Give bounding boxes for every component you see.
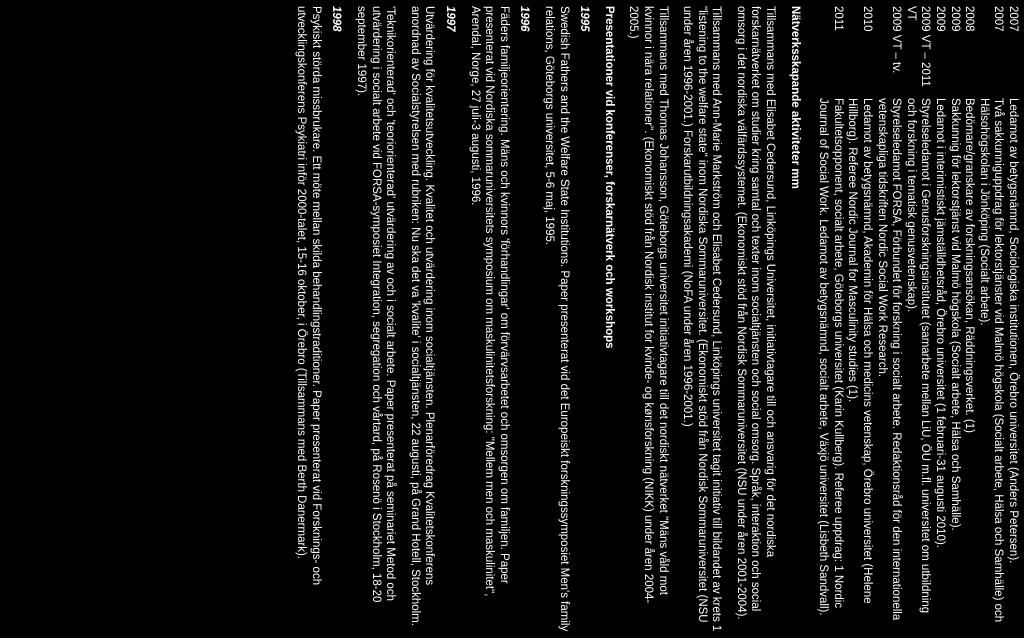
activity-date: 2009 VT – tv. — [890, 6, 903, 74]
presentation-entry: Psykiskt störda missbrukare. Ett möte mellan skilda behandlingstraditioner. Paper presenterat vid Forsknings- och utvecklingskonferens Psykiatri inför 2000-talet, 15-16 oktober, i Örebro (Tillsammans med Berth Danermark). — [295, 6, 322, 586]
activity-row — [947, 6, 962, 632]
activity-date: 2008 — [963, 6, 976, 32]
activity-text: Fakultetsopponent, socialt arbete, Göteborgs universitet (Karin Kullberg). Referee uppdrag: 1 Nordic Journal of Social Work. Ledamot av betygsnämnd, socialt arbete, Växjö universitet (Lisbeth Sandvall). — [817, 98, 844, 616]
presentation-year: 1995 — [578, 6, 591, 32]
network-paragraph: Tillsammans med Elisabet Cedersund, Linköpings Universitet, initiativtagare till och ansvarig för det nordiska forskarnätverket om studier kring samtal och texter inom socialtjänsten och social omsorg. Språk, interaktion och social omsorg i det nordiska välfärdssystemet. (Ekonomiskt stöd från Nordisk Sommaruniversitet (NSU under åren 2001-2004). — [734, 6, 777, 620]
activity-date: 2009 — [934, 6, 947, 32]
presentation-group — [353, 6, 457, 632]
activity-date: 2007 — [992, 6, 1005, 32]
activity-text: Bedömare/granskare av forskningsansökan, Räddningsverket. (1) — [963, 98, 976, 433]
presentations-heading: Presentationer vid konferenser, forskarnätverk och workshops — [602, 6, 615, 349]
activity-date: 2009 — [948, 6, 961, 32]
activity-text: Styrelseledamot FORSA, Förbundet för forskning i socialt arbete. Redaktionsråd för den internationella vetenskapliga tidskriften Nordic Social Work Research. — [875, 98, 903, 621]
activity-row — [816, 6, 845, 632]
presentation-group — [467, 6, 531, 632]
activity-date: 2007 — [1007, 6, 1019, 32]
presentation-entry: Utvärdering för kvalitetsutveckling. Kvalitet och utvärdering inom socialtjänsten. Plenarföredrag Kvalitetskonferens anordnad av Socialstyrelsen med rubriken: Nu ska det va 'kvalite' i socialtjänsten, 22 augusti, på Grand Hotell, Stockholm. — [408, 6, 436, 626]
activity-text: Sakkunnig för lektorstjänst vid Malmö högskola (Socialt arbete, Hälsa och Samhälle). — [948, 98, 961, 531]
network-paragraph: Tillsammans med Thomas Johansson, Göteborgs universitet initiativtagare till det nordiskt nätverket "Mäns våld mot kvinnor i nära relationer". (Ekonomiskt stöd från Nordisk institut for kvinde- og kønsforskning (NIKK) under åren 2004-2005.) — [627, 6, 669, 604]
activity-text: Ledamot av betygsnämnd, Sociologiska institutionen, Örebro universitet (Anders Petersen). — [1007, 98, 1019, 564]
spacer — [802, 6, 816, 632]
presentation-year: 1998 — [330, 6, 343, 32]
presentation-year: 1997 — [444, 6, 456, 32]
activity-text: Ledamot av betygsnämnd, Akademin för Hälsa och medicins vetenskap, Örebro universitet (Helene Hillborg). Referee Nordic Journal for Masculinity studies (1). — [846, 98, 874, 604]
document-page — [284, 6, 1020, 632]
presentation-entry: 'Teknikorienterad' och 'teoriorienterad' utvärdering av och i socialt arbete. Paper presenterat på seminariet Metod och utvärdering i socialt arbete vid FORSA-symposiet Integration, segregation och vårtard, på Rosenö i Stockholm, 18-20 september 1997). — [355, 6, 397, 603]
activity-row — [874, 6, 903, 632]
presentation-entry: Swedish Fathers and the Welfare State Institutions. Paper presenterat vid det Europeiskt forskningssymposiet Men's family relations, Göteborgs universitet, 5-6 maj, 1995. — [542, 6, 570, 632]
activity-row — [845, 6, 874, 632]
activity-text: Styrelseledamot i Genusforskningsinstitutet (samarbete mellan LiU, ÖU m.fl. universitet om utbildning och forskning i tematisk genusvetenskap). — [904, 98, 932, 614]
activity-row — [932, 6, 947, 632]
activity-date: 2009 VT – 2011 VT — [904, 6, 932, 87]
activity-row — [962, 6, 977, 632]
activity-text: Ledamot i interimistiskt jämställdhetsråd, Örebro universitet (1 februari-31 augusti 2010). — [934, 98, 947, 548]
activity-text: Två sakkunniguppdrag för lektorstjänster vid Malmö högskola (Socialt arbete, Hälsa och Samhälle) och Hälsohögskolan i Jönköping (Socialt arbete). — [977, 98, 1005, 623]
activity-row — [903, 6, 932, 632]
presentation-entry: Fäders familjeorientering. Mäns och kvinnors 'förhandlingar' om förvärvsarbetet och omsorgen om familjen. Paper presenterat vid Nordiska sommaruniversitets symposium om maskulinitetsforskning: "Mellem men och maskulinitet", Arendal, Norge, 27 juli-3 augusti, 1996. — [468, 6, 510, 597]
network-heading: Nätverksskapande aktiviteter mm — [788, 6, 801, 189]
presentation-group — [294, 6, 344, 632]
presentation-group — [541, 6, 591, 632]
activities-list — [816, 6, 1020, 632]
activity-row — [1005, 6, 1020, 632]
activity-date: 2010 — [861, 6, 874, 32]
presentation-year: 1996 — [518, 6, 531, 32]
activity-row — [976, 6, 1005, 632]
network-paragraph: Tillsammans med Ann-Marie Markström och Elisabet Cedersund, Linköpings universitet tagit initiativ till bildandet av krets 1 "listening to the welfare state" inom Nordiska Sommaruniversitet. (Ekonomiskt stöd från Nordisk Sommaruniversitet (NSU under åren 1996-2001.) Forskarutbildningsakademi (NoFA under åren 1996-2001.) — [681, 6, 723, 632]
activity-date: 2011 — [831, 6, 844, 31]
